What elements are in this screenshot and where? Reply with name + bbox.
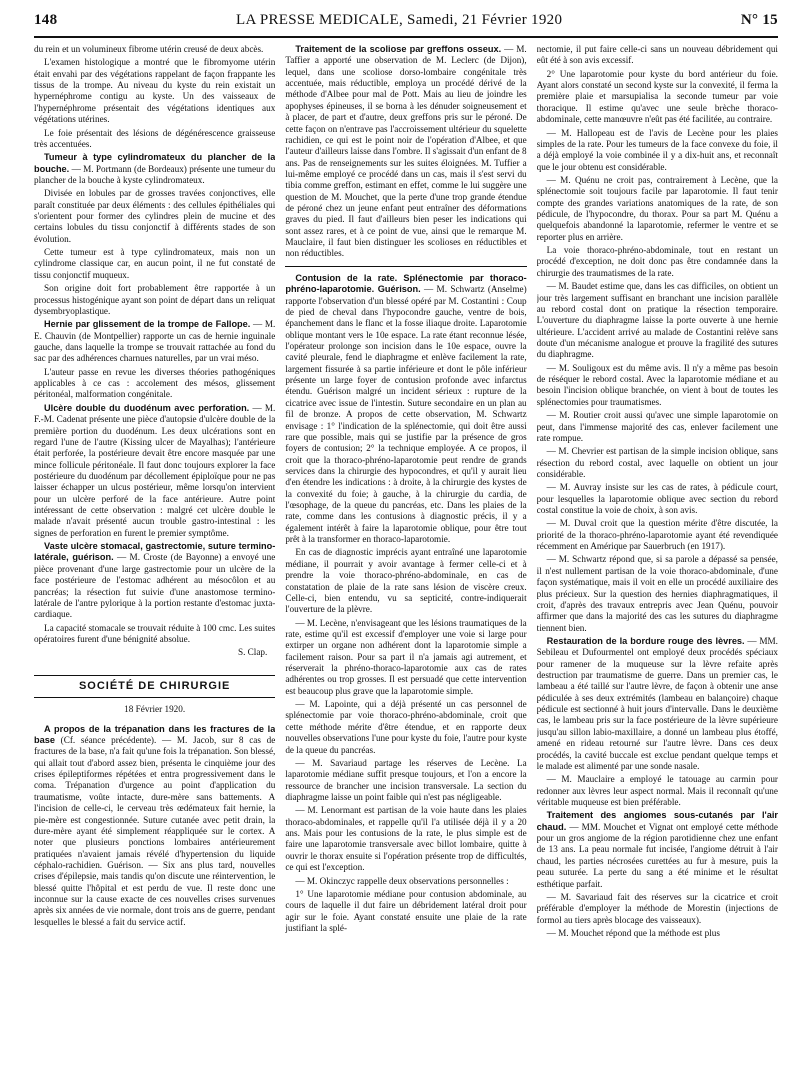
paragraph: — M. Mauclaire a employé le tatouage au carmin pour redonner aux lèvres leur aspect normal. Mais il reconnaît qu'une véritable muqueuse est bien préférable. [536, 774, 778, 807]
page-header [34, 12, 778, 34]
paragraph: — M. Souligoux est du même avis. Il n'y a même pas besoin de réséquer le rebord costal. Avec la laparotomie médiane et au besoin l'incision oblique branchée, on vient à bout de toutes les splénectomies pour traumatismes. [536, 362, 778, 407]
paragraph: du rein et un volumineux fibrome utérin creusé de deux abcès. [34, 44, 264, 54]
article-heading: A propos de la trépanation dans les fractures de la base [34, 723, 276, 745]
paragraph: — M. Okinczyc rappelle deux observations personnelles : [295, 875, 509, 886]
article-text: — M. Taffier a apporté une observation de M. Leclerc (de Dijon), lequel, dans une scoliose dorso-lombaire congénitale très accentuée, mais réductible, employa un procédé dérivé de la méthode d'Albee pour mal de Pott. Mais au lieu de joindre les apophyses épineuses, il se borna à les dénuder soigneusement et à placer, de part et d'autre, deux greffons pris sur le péroné. De cette façon on n'entrave pas l'accroissement ultérieur du squelette rachidien, ce qui est le point noir de l'opération d'Albee, et que l'auteur d'ailleurs laisse dans l'ombre. Il s'agissait d'un enfant de 8 ans. Pas de renseignements sur les suites éloignées. M. Tuffier a lui-même employé ce procédé dans un cas, mais il s'est servi du tibia comme greffon, estimant en effet, comme le lui suggère une question de M. Mouchet, que la perte d'une trop grande étendue de péroné chez un jeune enfant peut entraîner des déformations graves du pied. Il faut d'ailleurs bien peser les indications qui sont assez rares, et à ce point de vue, ainsi que le remarque M. Mauclaire, il faut bien distinguer les scolioses en réductibles et non réductibles. [285, 44, 527, 259]
column-3 [537, 44, 778, 1079]
article-text: — MM. Mouchet et Vignat ont employé cette méthode pour un gros angiome de la région parotidienne chez une enfant de 13 ans. La peau normale fut incisée, l'angiome détruit à l'air chaud, les parties nécrosées curettées au fur à mesure, puis la peau suturée. La perte du sang a été minime et le résultat esthétique parfait. [536, 821, 778, 889]
page-number: 148 [34, 12, 58, 28]
paragraph: L'auteur passe en revue les diverses théories pathogéniques applicables à ce cas : accolement des mésos, glissement péritonéal, malformation congénitale. [34, 366, 276, 400]
paragraph: Cette tumeur est à type cylindromateux, mais non un cylindrome classique car, en aucun point, il ne fut constaté de tissu conjonctif muqueux. [34, 247, 276, 280]
paragraph: La capacité stomacale se trouvait réduite à 100 cmc. Les suites opératoires furent d'une bénignité absolue. [34, 622, 276, 644]
paragraph: — M. Routier croit aussi qu'avec une simple laparotomie on peut, dans l'immense majorité des cas, enlever facilement une rate rompue. [536, 410, 778, 443]
paragraph: — M. Quénu ne croit pas, contrairement à Lecène, que la splénectomie soit toujours facile par laparotomie. Il faut tenir compte des grandes variations anatomiques de la rate, de son pédicule, de l'hypocondre, du thorax. Pour sa part M. Quénu a quelquefois abandonné la laparotomie, refermer le ventre et se reporter plus en arrière. [536, 174, 778, 242]
article-text: — M. Croste (de Bayonne) a envoyé une pièce provenant d'une large gastrectomie pour un ulcère de la face postérieure de l'estomac adhérent au mésocôlon et au pancréas; la résection fut suivie d'une anastomose termino-latérale de l'antre pylorique à la portion restante d'estomac juxta-cardiaque. [34, 552, 276, 620]
columns [34, 44, 778, 1079]
article-text: — M. Portmann (de Bordeaux) présente une tumeur du plancher de la bouche à kyste cylindromateux. [34, 163, 276, 185]
divider [285, 266, 526, 267]
section-title: SOCIÉTÉ DE CHIRURGIE [34, 675, 275, 699]
paragraph: Le foie présentait des lésions de dégénérescence graisseuse très accentuées. [34, 127, 276, 149]
article [34, 152, 275, 186]
article-text: — M. E. Chauvin (de Montpellier) rapporte un cas de hernie inguinale gauche, dans laquelle la trompe se trouvait rattachée au fond du sac par des adhérences charnues naturelles, par un vrai méso. [34, 319, 276, 364]
paragraph: — M. Baudet estime que, dans les cas difficiles, on obtient un jour très largement suffisant en branchant une incision parallèle au rebord costal dont on pratique la résection temporaire. L'ouverture du diaphragme laisse la porte ouverte à une hernie ultérieure. L'accident arrivé au malade de Costantini relève sans doute d'un mécanisme analogue et prouve la fragilité des sutures du diaphragme. [536, 281, 778, 360]
article-heading: Traitement de la scoliose par greffons osseux. [295, 44, 502, 54]
article-text: (Cf. séance précédente). — M. Jacob, sur 8 cas de fractures de la base, n'a fait qu'une fois la trépanation. Son blessé, qui allait tout d'abord assez bien, présenta le cinquième jour des crises épileptiformes répétées et entra progressivement dans le coma. Trépanation d'urgence au point d'application du traumatisme, voûte intacte, dure-mère sans battements. A l'incision de celle-ci, le cerveau très œdémateux fait hernie, la pie-mère est congestionnée. Suture cutanée avec petit drain, la dure-mère ayant été simplement réappliquée sur le cortex. A noter que plusieurs ponctions lombaires antérieurement pratiquées n'avaient jamais révélé d'hypertension du liquide céphalo-rachidien. Guérison. — Six ans plus tard, nouvelles crises d'épilepsie, mais tandis qu'on discute une réintervention, le blessé quitte l'hôpital et est perdu de vue. Il reste donc une inconnue sur la cause exacte de ces nouvelles crises survenues après six années de vie normale, dont trois ans de guerre, pendant lesquelles le blessé a fait du service actif. [34, 734, 276, 927]
paragraph: Son origine doit fort probablement être rapportée à un processus histogénique ayant son point de départ dans un reliquat dysembryoplastique. [34, 283, 276, 316]
paragraph: — M. Auvray insiste sur les cas de rates, à pédicule court, pour lesquelles la laparotomie oblique avec section du rebord costal constitue la voie de choix, à son avis. [536, 482, 778, 516]
article [285, 44, 526, 260]
article [537, 636, 778, 772]
paragraph: L'examen histologique a montré que le fibromyome utérin était envahi par des végétations rappelant de façon frappante les tissus de la trompe. Au niveau du kyste du rein existait un hypernéphrome contigu au kyste. Un des vaisseaux de l'hypernéphrome présentait des végétations identiques aux végétations utérines. [34, 57, 276, 125]
article-heading: Ulcère double du duodénum avec perforation. [44, 402, 250, 413]
paragraph: nectomie, il put faire celle-ci sans un nouveau débridement qui eût été à son avis excessif. [536, 44, 778, 66]
session-date: 18 Février 1920. [124, 704, 186, 715]
paragraph: — M. Lapointe, qui a déjà présenté un cas personnel de splénectomie par voie thoraco-phréno-abdominale, croit que cette méthode mérite d'être étendue, et en rapporte deux nouvelles observations l'une pour kyste du foie, l'autre pour kyste de la queue du pancréas. [285, 699, 527, 755]
article [34, 403, 275, 539]
article-text: — MM. Sebileau et Dufourmentel ont employé deux procédés spéciaux pour ramener de la muqueuse sur la lèvre refaite après destruction par traumatisme de guerre. Dans un premier cas, le lambeau a été taillé sur l'autre lèvre, de façon à obtenir une anse pédiculée à ses deux extrémités (lambeau en balançoire) chaque pédicule est sectionné à huit jours d'intervalle. Dans le deuxième cas, le lambeau pris sur la face postérieure de la lèvre supérieure jusqu'au sillon labio-maxillaire, a donné un lambeau plus étoffé, amené en rideau retourné sur l'autre lèvre. Dans ces deux procédés, la cavité buccale est exclue pendant quelque temps et le malade est alimenté par une sonde nasale. [536, 635, 778, 771]
paragraph: — M. Hallopeau est de l'avis de Lecène pour les plaies simples de la rate. Pour les tumeurs de la face convexe du foie, il a déjà employé la voie combinée il y a dix-huit ans, et reconnaît que le jour obtenu est considérable. [536, 127, 778, 172]
article-heading: Restauration de la bordure rouge des lèvres. [546, 635, 745, 646]
paragraph: — M. Duval croit que la question mérite d'être discutée, la priorité de la thoraco-phréno-laparotomie ayant été revendiquée récemment en Amérique par Sauerbruch (en 1917). [536, 518, 778, 552]
author-signature: S. Clap. [237, 647, 268, 658]
article-text: — M. F.-M. Cadenat présente une pièce d'autopsie d'ulcère double de la première portion du duodénum. Les deux ulcérations sont en regard l'une de l'autre (Kissing ulcer de Mayalhas); l'antérieure était perforée, la postérieure devait être encore masquée par une mince follicule péritonéale. Il faut donc toujours explorer la face postérieure du duodénum par décollement épiploïque pour ne pas laisser échapper un ulcus postérieur, même lorsqu'on intervient pour un ulcère perforé de la face antérieure. Autre point intéressant de cette observation : malgré cet ulcère double le malade n'avait présenté aucun trouble gastro-intestinal : les signes de perforation en furent le premier symptôme. [34, 402, 276, 538]
paragraph: 2° Une laparotomie pour kyste du bord antérieur du foie. Ayant alors constaté un second kyste sur la convexité, il ferma la première plaie et marsupialisa la seconde tumeur par voie thoracique. Il estime qu'avec une seule brèche thoraco-abdominale, cette manœuvre n'eût pas été facilitée, au contraire. [536, 68, 778, 125]
paragraph: Divisée en lobules par de grosses travées conjonctives, elle paraît constituée par deux éléments : des cellules épithéliales qui s'orientent pour former des cylindres plein de mucine et des certains lobules du tissu conjonctif à différents stades de son évolution. [34, 188, 276, 244]
paragraph: 1° Une laparotomie médiane pour contusion abdominale, au cours de laquelle il dut faire un débridement latéral droit pour agir sur le foie. Ayant constaté ensuite une plaie de la rate justifiant la splé- [285, 888, 527, 933]
article-heading: Contusion de la rate. Splénectomie par thoraco-phréno-laparotomie. Guérison. [285, 272, 527, 295]
column-2 [285, 44, 526, 1079]
journal-title: LA PRESSE MEDICALE, Samedi, 21 Février 1920 [236, 12, 563, 28]
paragraph: La voie thoraco-phréno-abdominale, tout en restant un procédé d'exception, ne doit donc pas être condamnée dans la chirurgie des traumatismes de la rate. [536, 245, 778, 278]
article-heading: Vaste ulcère stomacal, gastrectomie, suture termino-latérale, guérison. [34, 541, 276, 563]
header-rule [34, 36, 778, 38]
paragraph: — M. Savariaud fait des réserves sur la cicatrice et croit préférable d'employer la méthode de Morestin (injections de formol au tiers après blocage des vaisseaux). [536, 891, 778, 925]
issue-number: N° 15 [740, 12, 778, 28]
article-heading: Tumeur à type cylindromateux du plancher de la bouche. [34, 152, 276, 174]
article [34, 541, 275, 621]
paragraph: — M. Chevrier est partisan de la simple incision oblique, sans résection du rebord costal, avec laquelle on obtient un jour considérable. [536, 446, 778, 479]
article [285, 273, 526, 546]
column-1 [34, 44, 275, 1079]
article [34, 319, 275, 364]
article [537, 810, 778, 890]
paragraph: — M. Mouchet répond que la méthode est plus [546, 927, 720, 938]
paragraph: En cas de diagnostic imprécis ayant entraîné une laparotomie médiane, il pourrait y avoir avantage à fermer celle-ci et à prendre la voie thoraco-phréno-abdominale, en cas de constatation de plaie de la rate sans lésion de viscère creux. Celle-ci, bien entendu, vu sa septicité, contre-indiquerait l'ouverture de la plèvre. [285, 547, 527, 615]
article-heading: Hernie par glissement de la trompe de Fallope. [44, 319, 251, 330]
paragraph: — M. Lecène, n'envisageant que les lésions traumatiques de la rate, estime qu'il est excessif d'employer une voie si large pour extirper un organe non adhérent dont la laparotomie simple a facilement raison. Pour sa part il n'a jamais agi autrement, et réserverait la phréno-thoraco-laparotomie aux cas de rates adhérentes ou trop grosses. Il est persuadé que cette intervention est beaucoup plus grave que la laparotomie simple. [285, 617, 527, 696]
article-text: — M. Schwartz (Anselme) rapporte l'observation d'un blessé opéré par M. Costantini : Coup de pied de cheval dans l'hypocondre gauche, ventre de bois, épanchement dans le flanc et la fosse iliaque droite. Laparotomie oblique montant vers le 10e espace. La rate étant reconnue lésée, l'opérateur prolonge son incision dans le 10e espace, ouvre la cavité pleurale, fend le diaphragme et enlève facilement la rate, largement fissurée à sa partie inférieure et dont le pôle inférieur présente un large foyer de contusion profonde avec infarctus étendu. Guérison malgré un incident sérieux : rupture de la cicatrice avec issue de l'intestin. Suture secondaire en un plan au fil de bronze. A propos de cette observation, M. Schwartz envisage : 1° l'indication de la splénectomie, qui doit être aussi rare que possible, mais qui se justifie par la présence de gros foyers de contusion; 2° la technique employée. A ce propos, il croit que la thoraco-phréno-laparotomie peut rendre de grands services dans la chirurgie des hypocondres, et qu'il y aurait lieu d'en étendre les indications : à droite, à la chirurgie des kystes de la convexité du foie; à gauche, à la chirurgie du cardia, de l'œsophage, de la queue du pancréas, etc. Dans les plaies de la rate, comme dans les contusions à diagnostic précis, il y a également intérêt à faire la laparotomie oblique, pour être tout prêt à la transformer en thoraco-laparotomie. [285, 284, 527, 545]
article [34, 724, 275, 928]
paragraph: — M. Lenormant est partisan de la voie haute dans les plaies thoraco-abdominales, et rappelle qu'il l'a utilisée déjà il y a 20 ans. Mais pour les contusions de la rate, le plus simple est de faire une laparotomie transversale avec billot lombaire, quitte à ouvrir le thorax ensuite si l'opération présente trop de difficultés, ce qui est l'exception. [285, 805, 527, 873]
paragraph: — M. Savariaud partage les réserves de Lecène. La laparotomie médiane suffit presque toujours, et l'on a encore la ressource de brancher une incision transversale. La section du diaphragme laisse un point faible qui n'est pas négligeable. [285, 757, 527, 802]
article-heading: Traitement des angiomes sous-cutanés par l'air chaud. [536, 810, 778, 832]
paragraph: — M. Schwartz répond que, si sa parole a dépassé sa pensée, il n'est nullement partisan de la voie thoraco-abdominale, d'une façon systématique, mais il voit en elle un procédé auxiliaire des plus précieux. Sur la question des hernies diaphragmatiques, il croit, d'après des travaux entrepris avec Jean Quénu, pouvoir affirmer que dans la majorité des cas les sutures du diaphragme tiennent bien. [536, 554, 778, 633]
